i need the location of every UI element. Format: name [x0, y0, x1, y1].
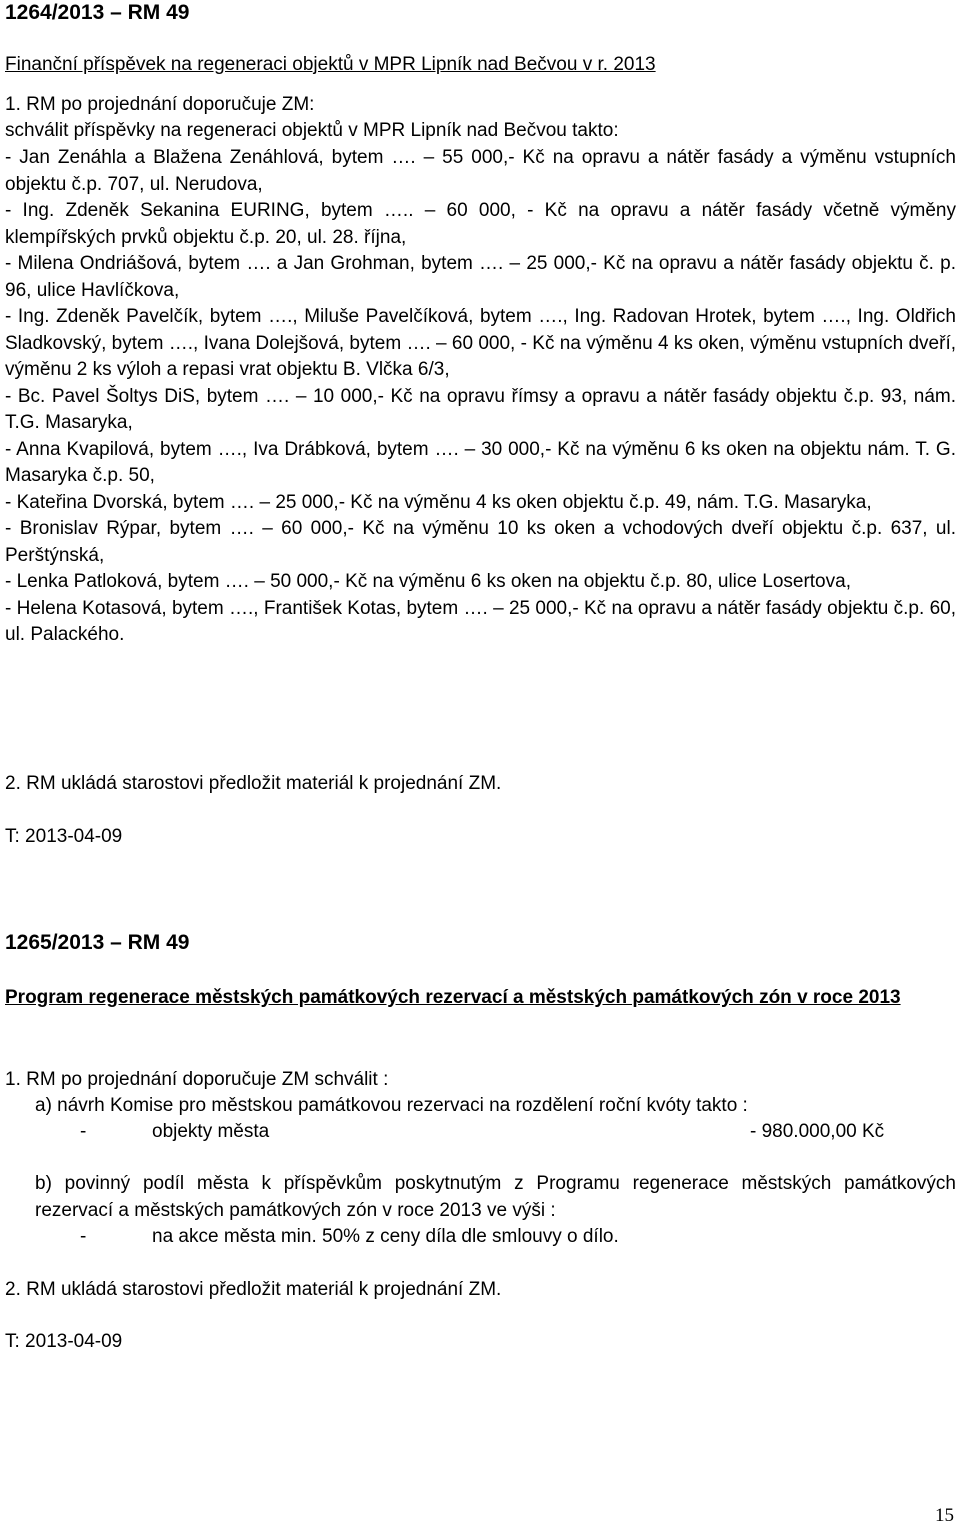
resolution-heading-1264: 1264/2013 – RM 49 — [5, 1, 190, 24]
point-2: 2. RM ukládá starostovi předložit materiál k projednání ZM. — [5, 1279, 502, 1300]
point-a-text: a) návrh Komise pro městskou památkovou rezervaci na rozdělení roční kvóty takto : — [35, 1095, 748, 1116]
list-item: - Bronislav Rýpar, bytem …. – 60 000,- Kč na výměnu 10 ks oken a vchodových dveří objektu č.p. 637, ul. Perštýnská, — [5, 518, 956, 566]
resolution-heading-1265: 1265/2013 – RM 49 — [5, 931, 190, 954]
list-item: - Ing. Zdeněk Pavelčík, bytem …., Miluše Pavelčíková, bytem …., Ing. Radovan Hrotek, bytem …., Ing. Oldřich Sladkovský, bytem …., Ivana Dolejšová, bytem …. – 60 000, - Kč na výměnu 4 ks oken, výměnu vstupních dveří, výměnu 2 ks výloh a repasi vrat objektu B. Vlčka 6/3, — [5, 306, 956, 380]
point-a-dash: - — [80, 1121, 87, 1142]
list-item: - Helena Kotasová, bytem …., František Kotas, bytem …. – 25 000,- Kč na opravu a nátěr fasády objektu č.p. 60, ul. Palackého. — [5, 597, 956, 645]
deadline: T: 2013-04-09 — [5, 826, 123, 847]
deadline: T: 2013-04-09 — [5, 1331, 123, 1352]
point-1-intro: 1. RM po projednání doporučuje ZM: — [5, 94, 315, 115]
point-2: 2. RM ukládá starostovi předložit materiál k projednání ZM. — [5, 773, 502, 794]
point-b-dash: - — [80, 1226, 87, 1247]
point-1-subtext: schválit příspěvky na regeneraci objektů v MPR Lipník nad Bečvou takto: — [5, 120, 619, 141]
list-item: - Milena Ondriášová, bytem …. a Jan Grohman, bytem …. – 25 000,- Kč na opravu a nátěr fasády objektu č. p. 96, ulice Havlíčkova, — [5, 253, 956, 301]
list-item: - Ing. Zdeněk Sekanina EURING, bytem ….. – 60 000, - Kč na opravu a nátěr fasády včetně výměny klempířských prvků objektu č.p. 20, ul. 28. října, — [5, 200, 956, 248]
point-b-text: b) povinný podíl města k příspěvkům poskytnutým z Programu regenerace městských památkových rezervací a městských památkových zón v roce 2013 ve výši : — [35, 1173, 956, 1221]
page-number: 15 — [935, 1505, 954, 1526]
contribution-list — [5, 145, 956, 649]
list-item: - Kateřina Dvorská, bytem …. – 25 000,- Kč na výměnu 4 ks oken objektu č.p. 49, nám. T.G. Masaryka, — [5, 491, 872, 513]
list-item: - Anna Kvapilová, bytem …., Iva Drábková, bytem …. – 30 000,- Kč na výměnu 6 ks oken na objektu nám. T. G. Masaryka č.p. 50, — [5, 438, 956, 486]
list-item: - Lenka Patloková, bytem …. – 50 000,- Kč na výměnu 6 ks oken na objektu č.p. 80, ulice Losertova, — [5, 571, 851, 592]
point-1-intro: 1. RM po projednání doporučuje ZM schválit : — [5, 1069, 389, 1090]
list-item: - Bc. Pavel Šoltys DiS, bytem …. – 10 000,- Kč na opravu římsy a opravu a nátěr fasády objektu č.p. 93, nám. T.G. Masaryka, — [5, 385, 956, 433]
point-a-amount: - 980.000,00 Kč — [750, 1121, 885, 1142]
resolution-title-1264: Finanční příspěvek na regeneraci objektů v MPR Lipník nad Bečvou v r. 2013 — [5, 54, 656, 75]
point-a-item: objekty města — [152, 1121, 270, 1142]
resolution-title-1265: Program regenerace městských památkových rezervací a městských památkových zón v roce 2013 — [5, 987, 901, 1008]
point-b-item: na akce města min. 50% z ceny díla dle smlouvy o dílo. — [152, 1226, 619, 1247]
list-item: - Jan Zenáhla a Blažena Zenáhlová, bytem …. – 55 000,- Kč na opravu a nátěr fasády a výměnu vstupních objektu č.p. 707, ul. Nerudova, — [5, 147, 956, 195]
